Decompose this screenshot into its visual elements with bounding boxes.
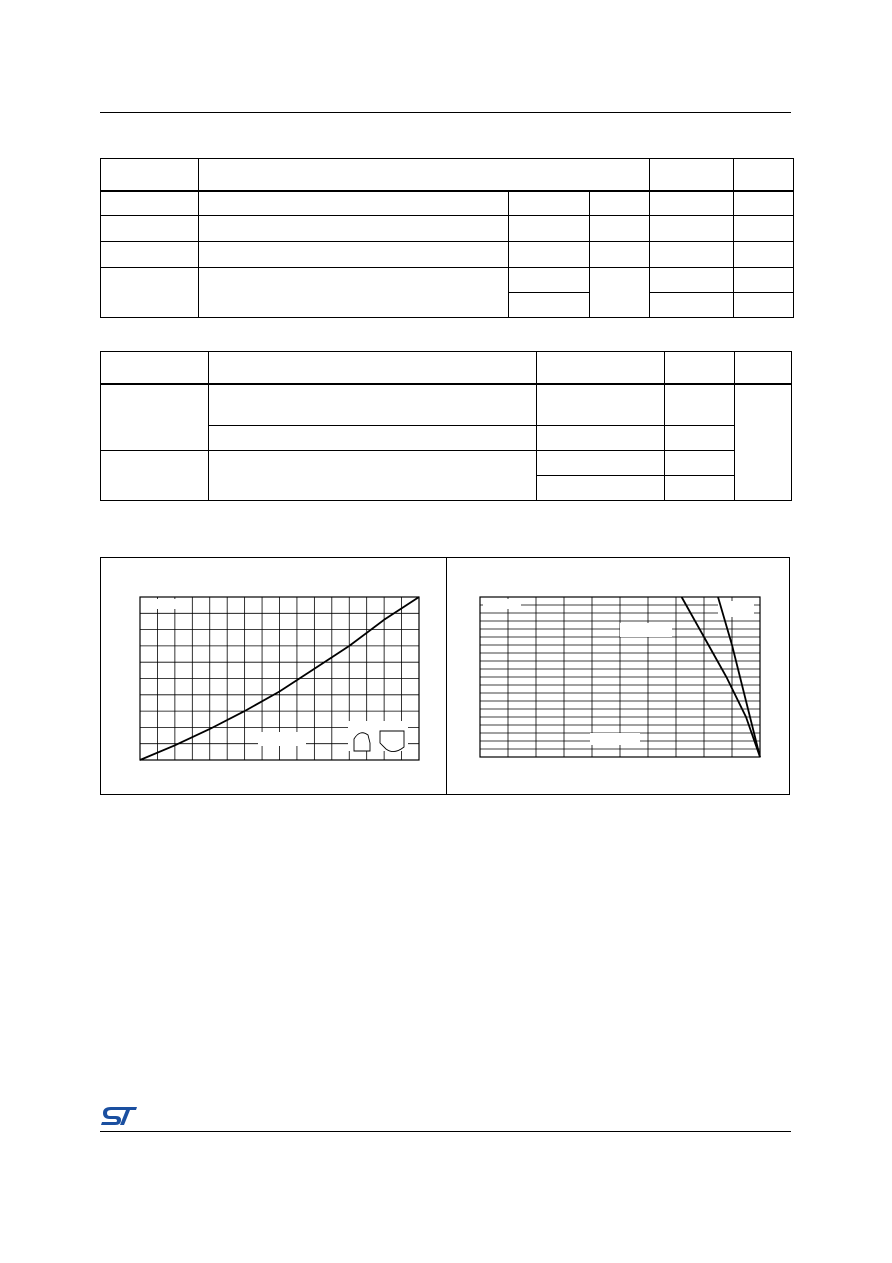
table2-header-row <box>101 352 792 384</box>
table-cell <box>209 451 537 501</box>
table-cell <box>209 426 537 451</box>
header-rule <box>100 112 791 113</box>
table-cell <box>734 242 794 268</box>
table-cell <box>734 268 794 293</box>
table-cell <box>509 268 590 293</box>
table-cell <box>590 268 650 318</box>
table-cell <box>101 451 209 501</box>
table-cell <box>735 384 792 501</box>
table-cell <box>650 242 734 268</box>
table-cell <box>537 426 665 451</box>
table-cell <box>665 451 735 476</box>
table-cell <box>199 268 509 318</box>
table-cell <box>199 242 509 268</box>
label-patch <box>620 623 672 637</box>
label-patch <box>348 721 408 751</box>
label-patch <box>590 733 640 745</box>
chart-left <box>140 597 420 761</box>
table2-header-cell <box>735 352 792 384</box>
table1-header-cell <box>650 159 734 191</box>
label-patch <box>483 599 521 609</box>
table-cell <box>650 216 734 242</box>
footer-rule <box>100 1131 791 1132</box>
table-cell <box>590 191 650 216</box>
table-cell <box>209 384 537 426</box>
table-cell <box>590 216 650 242</box>
table-cell <box>101 191 199 216</box>
table-row <box>101 191 794 216</box>
table-cell <box>101 242 199 268</box>
table-cell <box>537 476 665 501</box>
table1-header-cell <box>734 159 794 191</box>
table-cell <box>537 451 665 476</box>
table2-header-cell <box>101 352 209 384</box>
table2-header-cell <box>209 352 537 384</box>
table-row <box>101 216 794 242</box>
table-row <box>101 384 792 426</box>
table-cell <box>509 293 590 318</box>
table-cell <box>509 242 590 268</box>
label-patch <box>258 732 306 746</box>
table-cell <box>199 216 509 242</box>
table-cell <box>734 293 794 318</box>
table2-header-cell <box>665 352 735 384</box>
table2-header-cell <box>537 352 665 384</box>
table-cell <box>509 191 590 216</box>
table-cell <box>537 384 665 426</box>
table-cell <box>665 384 735 426</box>
table-row <box>101 268 794 293</box>
table-cell <box>650 191 734 216</box>
figure-divider <box>446 558 447 794</box>
table-cell <box>101 216 199 242</box>
table1-header-cell <box>199 159 650 191</box>
st-logo-icon <box>99 1105 139 1127</box>
table-cell <box>509 216 590 242</box>
table-cell <box>590 242 650 268</box>
table-row <box>101 242 794 268</box>
table-cell <box>650 293 734 318</box>
table-cell <box>199 191 509 216</box>
table-cell <box>650 268 734 293</box>
table1-header-row <box>101 159 794 191</box>
table-cell <box>665 476 735 501</box>
label-patch <box>143 599 177 609</box>
table-cell <box>734 191 794 216</box>
chart-right <box>480 597 762 758</box>
table-cell <box>734 216 794 242</box>
table-row <box>101 451 792 476</box>
table-cell <box>101 384 209 451</box>
table-cell <box>101 268 199 318</box>
spec-table-2 <box>100 351 792 501</box>
table1-header-cell <box>101 159 199 191</box>
table-cell <box>665 426 735 451</box>
spec-table-1 <box>100 158 794 318</box>
